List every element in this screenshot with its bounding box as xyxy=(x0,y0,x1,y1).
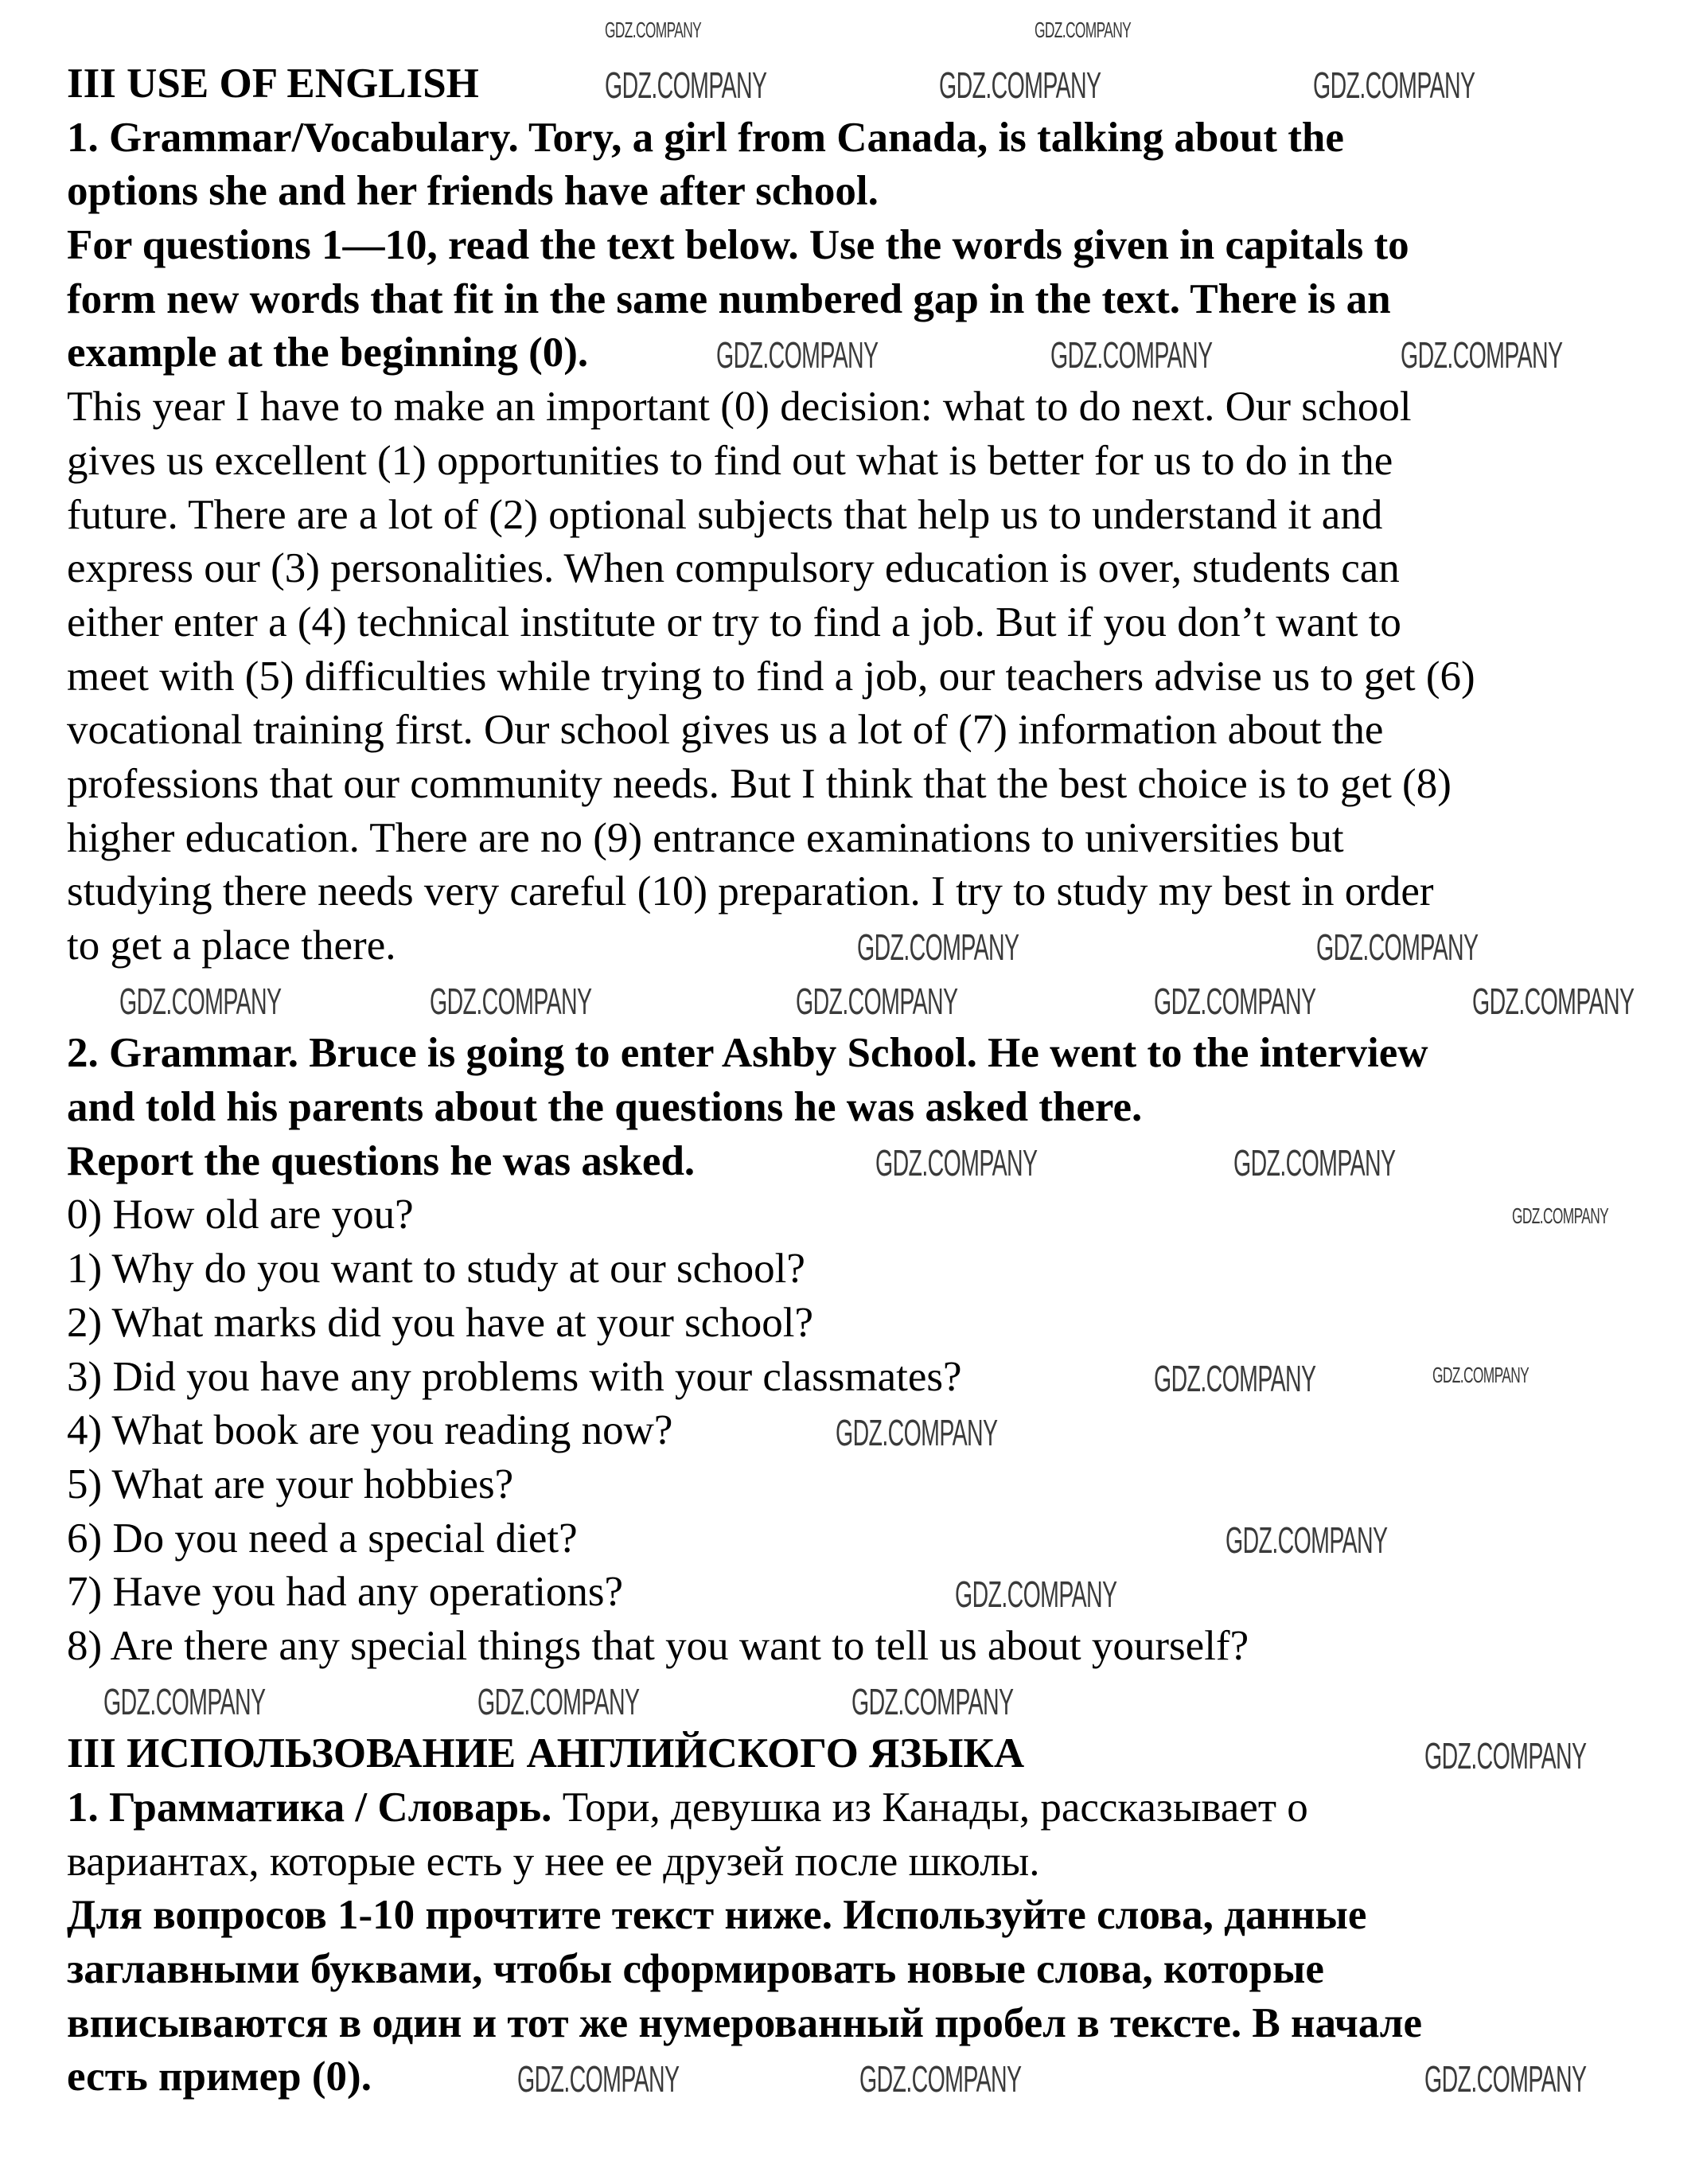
text-line xyxy=(67,1027,1658,1081)
watermark: GDZ.COMPANY xyxy=(1050,334,1213,376)
text-line xyxy=(67,758,1658,812)
bold-text: III USE OF ENGLISH xyxy=(67,60,479,107)
bold-text: example at the beginning (0). xyxy=(67,330,589,376)
body-text: 7) Have you had any operations? xyxy=(67,1569,624,1616)
text-line xyxy=(67,1135,1658,1189)
watermark: GDZ.COMPANY xyxy=(1154,1358,1316,1399)
text-line xyxy=(67,812,1658,866)
watermark: GDZ.COMPANY xyxy=(1432,1363,1529,1387)
section-use-of-english-task-1 xyxy=(67,57,1658,973)
text-line xyxy=(67,1620,1658,1674)
watermark: GDZ.COMPANY xyxy=(1154,981,1316,1022)
text-line xyxy=(67,1081,1658,1135)
text-line xyxy=(67,1297,1658,1351)
text-line xyxy=(67,1997,1658,2051)
watermark: GDZ.COMPANY xyxy=(851,1681,1014,1722)
watermark: GDZ.COMPANY xyxy=(857,926,1019,968)
text-line xyxy=(67,1512,1658,1566)
watermark: GDZ.COMPANY xyxy=(836,1412,998,1453)
body-text: 3) Did you have any problems with your classmates? xyxy=(67,1353,962,1400)
watermark: GDZ.COMPANY xyxy=(605,64,767,106)
watermark: GDZ.COMPANY xyxy=(859,2058,1022,2100)
text-line xyxy=(67,165,1658,219)
bold-text: III ИСПОЛЬЗОВАНИЕ АНГЛИЙСКОГО ЯЗЫКА xyxy=(67,1730,1025,1777)
body-text: 4) What book are you reading now? xyxy=(67,1407,673,1454)
body-text: to get a place there. xyxy=(67,922,396,969)
watermark: GDZ.COMPANY xyxy=(1313,64,1475,106)
watermark: GDZ.COMPANY xyxy=(716,334,879,376)
watermark: GDZ.COMPANY xyxy=(1233,1142,1396,1184)
text-line xyxy=(67,1781,1658,1835)
watermark: GDZ.COMPANY xyxy=(103,1681,266,1722)
text-line xyxy=(67,489,1658,543)
watermark: GDZ.COMPANY xyxy=(955,1574,1117,1615)
text-line xyxy=(67,1351,1658,1405)
text-line xyxy=(67,380,1658,435)
text-line xyxy=(67,2050,1658,2104)
watermark: GDZ.COMPANY xyxy=(1226,1519,1388,1561)
body-text: meet with (5) difficulties while trying to find a job, our teachers advise us to get (6) xyxy=(67,653,1475,700)
text-line xyxy=(67,111,1658,166)
watermark: GDZ.COMPANY xyxy=(1316,926,1479,968)
watermark: GDZ.COMPANY xyxy=(119,981,282,1022)
watermark: GDZ.COMPANY xyxy=(796,981,958,1022)
text-line xyxy=(67,1727,1658,1781)
document-page xyxy=(67,57,1658,2104)
bold-text: 1. Grammar/Vocabulary. Tory, a girl from Canada, is talking about the xyxy=(67,114,1344,161)
watermark: GDZ.COMPANY xyxy=(1424,2058,1587,2100)
text-line xyxy=(67,704,1658,758)
watermark: GDZ.COMPANY xyxy=(517,2058,680,2100)
watermark: GDZ.COMPANY xyxy=(477,1681,640,1722)
bold-text: Report the questions he was asked. xyxy=(67,1137,696,1184)
body-text: studying there needs very careful (10) preparation. I try to study my best in order xyxy=(67,868,1434,915)
text-line xyxy=(67,435,1658,489)
text-line xyxy=(67,650,1658,704)
text-line xyxy=(67,219,1658,273)
bold-text: 1. Грамматика / Словарь. xyxy=(67,1784,552,1831)
text-line xyxy=(67,1889,1658,1943)
watermark: GDZ.COMPANY xyxy=(939,64,1101,106)
text-line xyxy=(67,1242,1658,1297)
bold-text: and told his parents about the questions he was asked there. xyxy=(67,1084,1143,1131)
body-text: 2) What marks did you have at your school? xyxy=(67,1299,814,1346)
watermark: GDZ.COMPANY xyxy=(1512,1203,1609,1228)
watermark: GDZ.COMPANY xyxy=(1472,981,1635,1022)
bold-text: For questions 1—10, read the text below. Use the words given in capitals to xyxy=(67,222,1409,269)
text-line xyxy=(67,919,1658,973)
text-line xyxy=(67,1188,1658,1242)
body-text: 0) How old are you? xyxy=(67,1191,414,1238)
section-spacer xyxy=(67,1674,1658,1728)
text-line xyxy=(67,1835,1658,1890)
section-russian-translation xyxy=(67,1727,1658,2104)
bold-text: Для вопросов 1-10 прочтите текст ниже. Используйте слова, данные xyxy=(67,1892,1367,1939)
body-text: either enter a (4) technical institute or try to find a job. But if you don’t want to xyxy=(67,599,1401,645)
section-spacer xyxy=(67,973,1658,1028)
bold-text: options she and her friends have after school. xyxy=(67,168,879,215)
watermark: GDZ.COMPANY xyxy=(1424,1735,1587,1776)
body-text: 8) Are there any special things that you want to tell us about yourself? xyxy=(67,1622,1249,1669)
body-text: 1) Why do you want to study at our school? xyxy=(67,1246,805,1293)
bold-text: 2. Grammar. Bruce is going to enter Ashby School. He went to the interview xyxy=(67,1030,1428,1077)
watermark: GDZ.COMPANY xyxy=(1035,18,1132,42)
section-grammar-task-2 xyxy=(67,1027,1658,1673)
body-text: express our (3) personalities. When compulsory education is over, students can xyxy=(67,545,1400,592)
watermark: GDZ.COMPANY xyxy=(605,18,702,42)
body-text: professions that our community needs. But I think that the best choice is to get (8) xyxy=(67,760,1452,807)
watermark: GDZ.COMPANY xyxy=(1401,334,1563,376)
body-text: future. There are a lot of (2) optional subjects that help us to understand it and xyxy=(67,491,1383,538)
text-line xyxy=(67,326,1658,380)
text-line xyxy=(67,57,1658,111)
bold-text: заглавными буквами, чтобы сформировать новые слова, которые xyxy=(67,1946,1324,1993)
text-line xyxy=(67,273,1658,327)
body-text: vocational training first. Our school gives us a lot of (7) information about the xyxy=(67,707,1384,754)
body-text: вариантах, которые есть у нее ее друзей после школы. xyxy=(67,1838,1040,1885)
body-text: higher education. There are no (9) entrance examinations to universities but xyxy=(67,814,1344,861)
body-text: This year I have to make an important (0) decision: what to do next. Our school xyxy=(67,384,1412,431)
watermark: GDZ.COMPANY xyxy=(875,1142,1038,1184)
body-text: Тори, девушка из Канады, рассказывает о xyxy=(551,1784,1308,1831)
text-line xyxy=(67,1943,1658,1997)
text-line xyxy=(67,596,1658,650)
bold-text: form new words that fit in the same numbered gap in the text. There is an xyxy=(67,275,1391,322)
watermark: GDZ.COMPANY xyxy=(430,981,592,1022)
body-text: gives us excellent (1) opportunities to find out what is better for us to do in the xyxy=(67,437,1393,484)
body-text: 5) What are your hobbies? xyxy=(67,1461,514,1507)
body-text: 6) Do you need a special diet? xyxy=(67,1515,578,1562)
bold-text: вписываются в один и тот же нумерованный пробел в тексте. В начале xyxy=(67,1999,1423,2046)
text-line xyxy=(67,542,1658,596)
bold-text: есть пример (0). xyxy=(67,2053,372,2100)
text-line xyxy=(67,1566,1658,1620)
text-line xyxy=(67,865,1658,919)
text-line xyxy=(67,1404,1658,1458)
text-line xyxy=(67,1458,1658,1512)
